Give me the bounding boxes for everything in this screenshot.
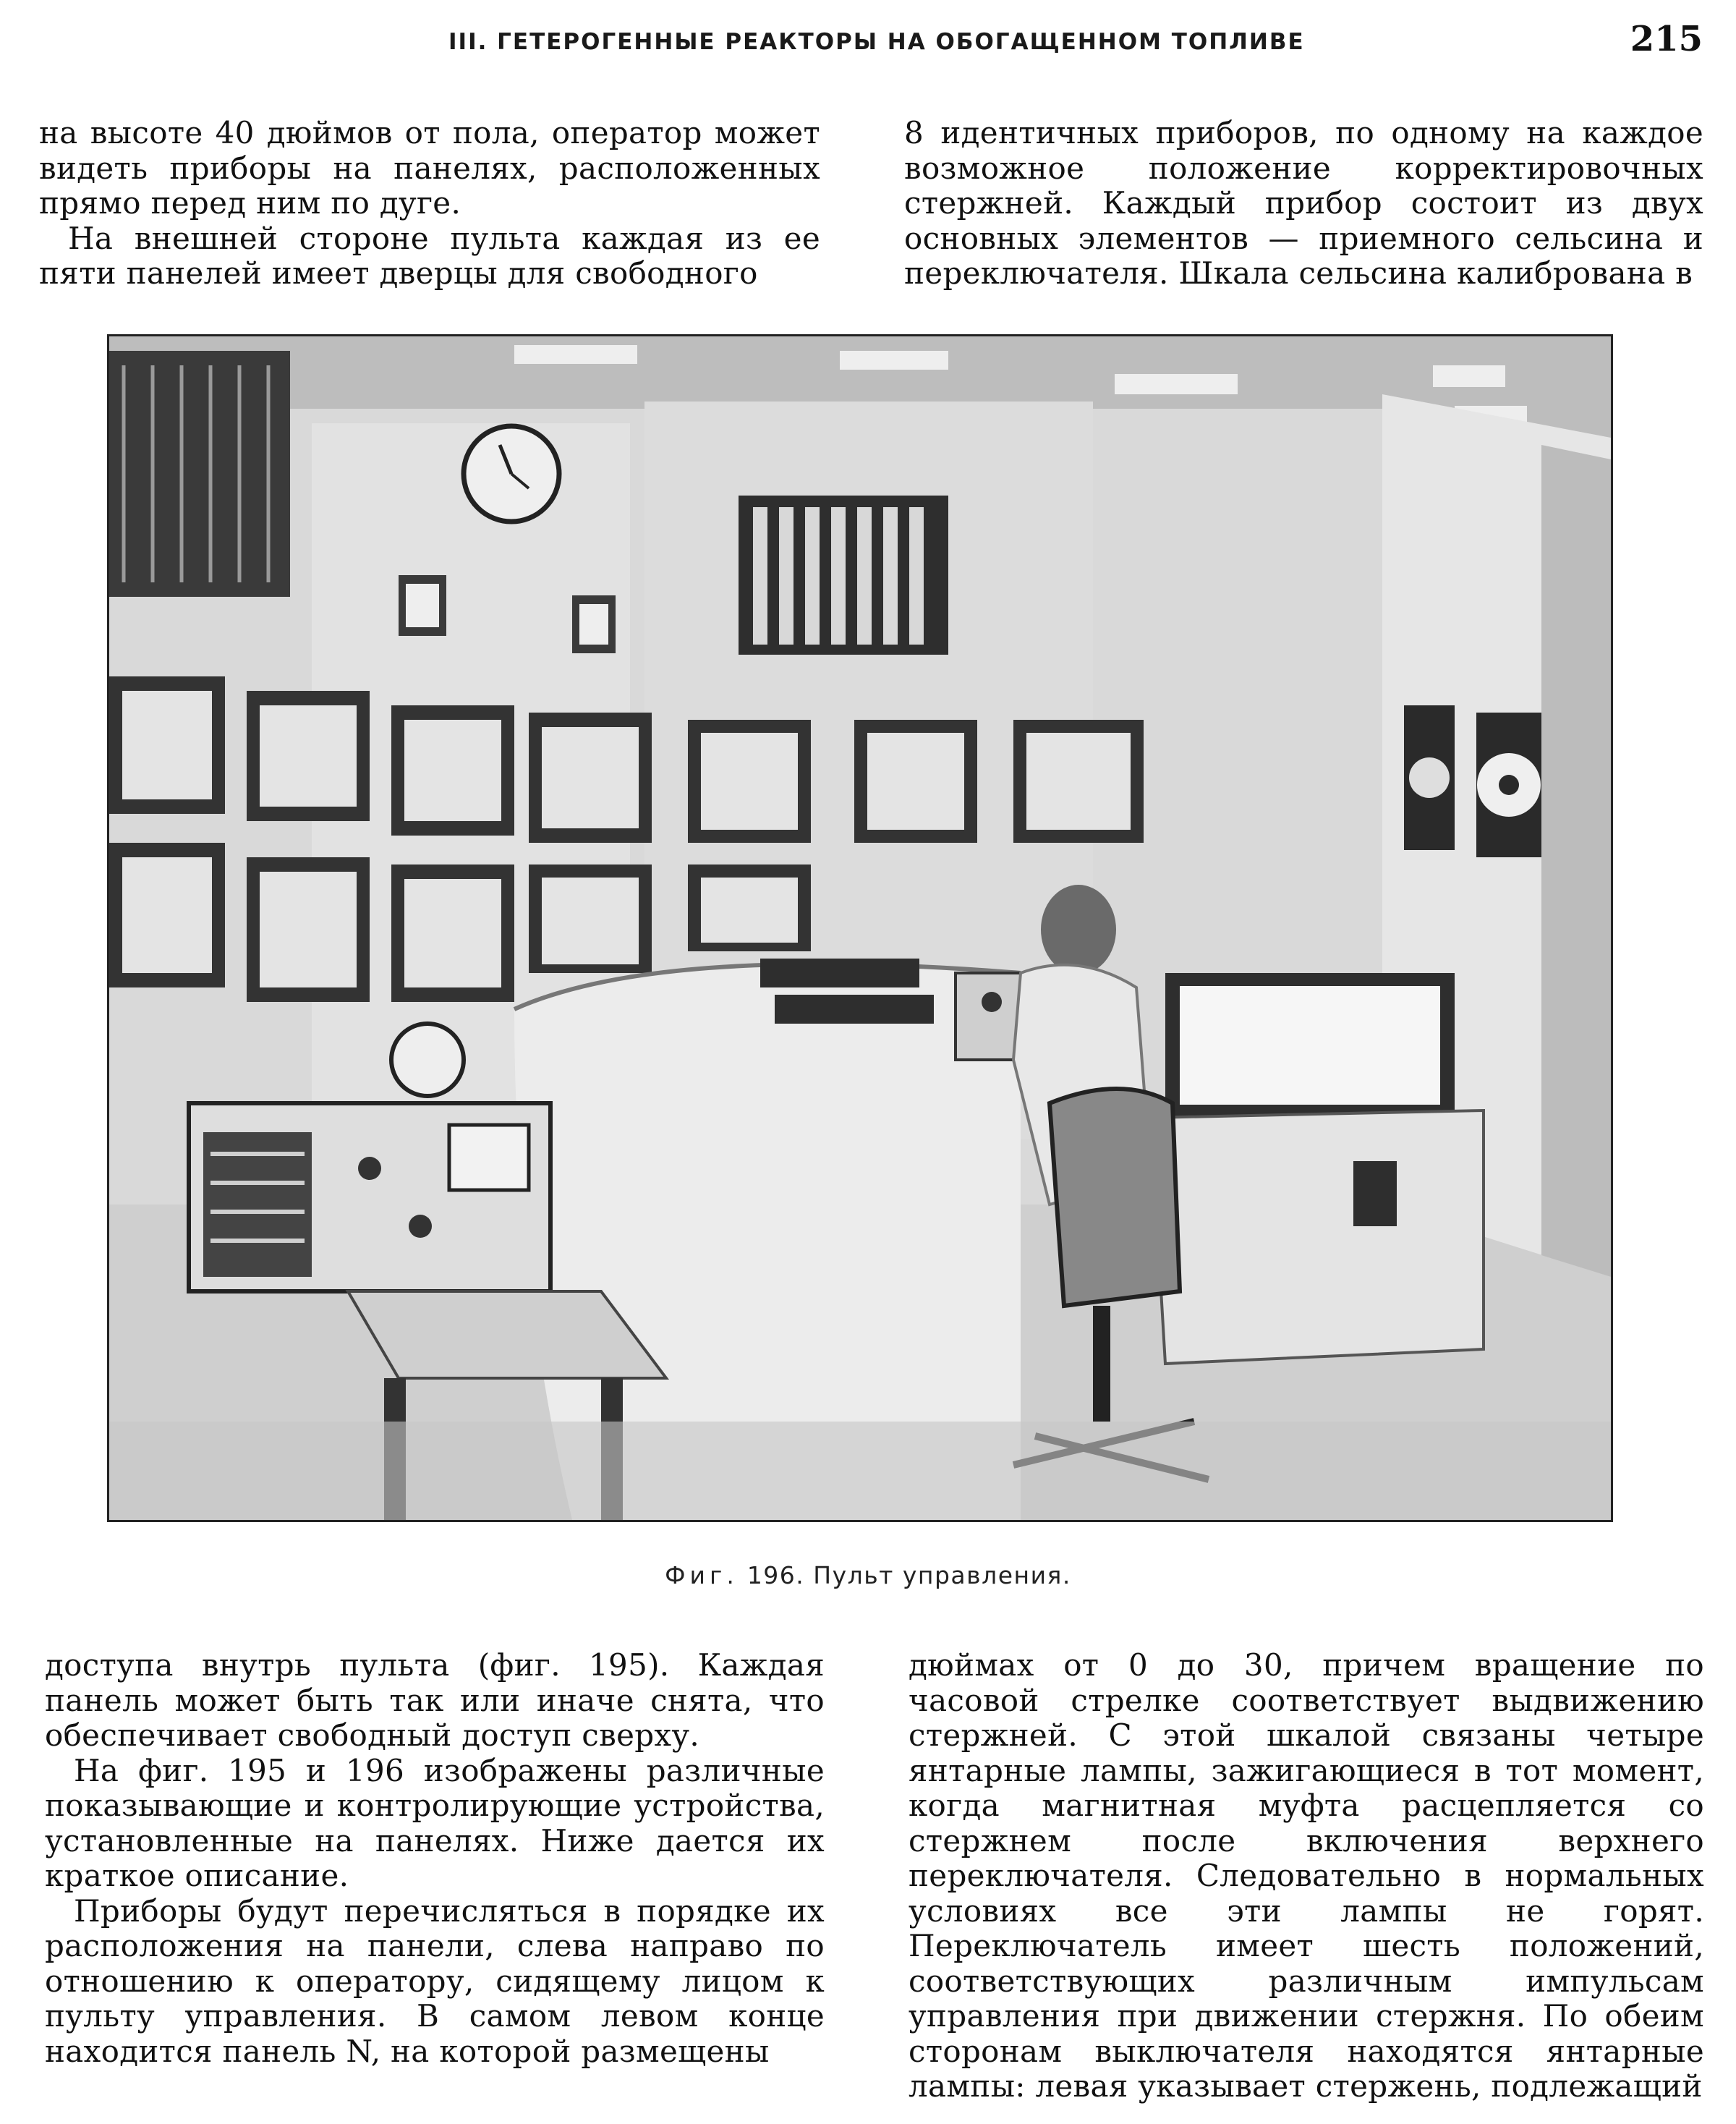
paragraph: доступа внутрь пульта (фиг. 195). Каждая панель может быть так или иначе снята, что обеспечивает свободный доступ сверху. [45, 1647, 825, 1753]
figure-label: Фиг. [665, 1561, 739, 1589]
paragraph: На фиг. 195 и 196 изображены различные показывающие и контролирующие устройства, установленные на панелях. Ниже дается их краткое описание. [45, 1752, 825, 1893]
running-title: III. ГЕТЕРОГЕННЫЕ РЕАКТОРЫ НА ОБОГАЩЕННОМ ТОПЛИВЕ [448, 29, 1305, 55]
column-top-right [904, 116, 1703, 292]
figure-caption-text: 196. Пульт управления. [746, 1561, 1071, 1589]
figure-caption [0, 1561, 1736, 1589]
paragraph: на высоте 40 дюймов от пола, оператор может видеть приборы на панелях, расположенных прямо перед ним по дуге. [39, 115, 820, 221]
column-bottom-left [45, 1648, 825, 2069]
paragraph: Приборы будут перечисляться в порядке их расположения на панели, слева направо по отношению к оператору, сидящему лицом к пульту управления. В самом левом конце находится панель N, на которой размещены [45, 1893, 825, 2069]
control-room-photo [107, 334, 1613, 1522]
paragraph: На внешней стороне пульта каждая из ее пяти панелей имеет дверцы для свободного [39, 220, 820, 291]
paragraph: 8 идентичных приборов, по одному на каждое возможное положение корректировочных стержней. Каждый прибор состоит из двух основных элементов — приемного сельсина и переключателя. Шкала сельсина калибрована в [904, 115, 1703, 291]
column-top-left [39, 116, 820, 292]
paragraph: дюймах от 0 до 30, причем вращение по часовой стрелке соответствует выдвижению стержней. С этой шкалой связаны четыре янтарные лампы, зажигающиеся в тот момент, когда магнитная муфта расцепляется со стержнем после включения верхнего переключателя. Следовательно в нормальных условиях все эти лампы не горят. Переключатель имеет шесть положений, соответствующих различным импульсам управления при движении стержня. По обеим сторонам выключателя находятся янтарные лампы: левая указывает стержень, подлежащий [909, 1647, 1704, 2104]
column-bottom-right [909, 1648, 1704, 2104]
page-number: 215 [1630, 19, 1703, 59]
